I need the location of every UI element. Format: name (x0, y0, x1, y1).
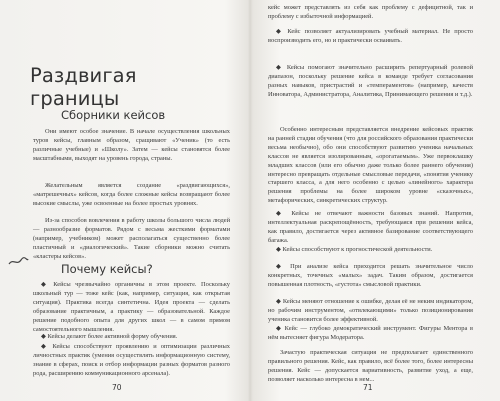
right-paragraph-8: ◆ Кейсы меняют отношение к ошибке, делая её не неким индикатором, но рабочим инструментом, «отвлекающими» только позиционирования ученика становится более эффективной. (268, 298, 473, 323)
right-paragraph-3: ◆ Кейсы помогают значительно расширить репертуарный ролевой диапазон, поскольку решение кейса в команде требует согласования разных навыков, пристрастий и «темпераментов» (например, качеств Инноватора, Администратора, Аналитика, Принимающего решения и т.д.). (268, 64, 473, 98)
chapter-title: Раздвигая границы (30, 64, 137, 110)
right-paragraph-10: Зачастую практическая ситуация не предполагает единственного правильного решения. Кейс, как правило, всё более того, более интересны решения. Кейс — допускается вариативность, развитие уход, а еще, позволяет насколько интересна в нем... (268, 349, 473, 383)
right-paragraph-4: Особенно интересным представляется внедрение кейсовых практик на ранней стадии обучения (что для российского образования практически весьма необычно), обо они способствуют развитию ученика начальных классов не является изолированным, «орогатаемым». Уже первоклашку младших классов (или его обычно даже только более раннего обучения) интересно превращать отдельные смысловые передачи, «понятия ученику старшего класса, а для него особенно с целью «линейного» характера решения проблемы на более широком уровне «сказочных», метафорических, синкретических структур. (268, 126, 473, 205)
left-paragraph-2: Желательным является создание «раздвигающихся», «матрешечных» кейсов, когда более сложные кейсы возвращают более высокие смыслы, уже освоенные на более простых уровнях. (33, 182, 230, 207)
left-paragraph-3: Из-за способов вовлечения в работу школы большого числа людей — разнообразие форматов. Рядом с весьма жесткими форматами (например, учебником) может располагаться существенно более пластичный и «диалогический». Такие сборники можно считать «кластеры кейсов». (33, 217, 230, 260)
right-paragraph-1: кейс может представлять из себя как проблему с дефицитной, так и проблему с избыточной информацией. (268, 4, 473, 20)
section-title-collections: Сборники кейсов (61, 108, 166, 122)
right-paragraph-5: ◆ Кейсы не отвечают важности базовых знаний. Напротив, интеллектуальная раскрепощённость, требующаяся при решении кейса, как правило, достигается через активное базирование соответствующего багажа. (268, 210, 473, 244)
left-paragraph-4: ◆ Кейсы чрезвычайно органичны в этом проекте. Поскольку школьный тур — тоже кейс (как, например, ситуация, как открытая ситуация). Практика всегда синтетична. Идея проекта — сделать образование практичным, а практику — образовательной. Каждое решение подобного опыта для других школ — в самом прямом самостоятельного мышления. (33, 281, 230, 333)
section-title-why-cases: Почему кейсы? (61, 262, 153, 276)
page-number-left: 70 (112, 383, 122, 392)
right-paragraph-9: ◆ Кейс — глубоко демократический инструмент. Фигуры Ментора в нём вытесняет фигура Модератора. (268, 325, 473, 341)
right-paragraph-2: ◆ Кейс позволяет актуализировать учебный материал. Не просто воспроизводить его, но и практически осваивать. (268, 28, 473, 44)
page-number-right: 71 (363, 383, 373, 392)
right-page (250, 0, 500, 401)
right-paragraph-6: ◆ Кейсы способствуют к прогностической деятельности. (276, 246, 433, 253)
left-paragraph-5: ◆ Кейсы делают более активной форму обучения. (41, 333, 178, 340)
right-paragraph-7: ◆ При анализе кейса приходится решать значительное число конкретных, точечных «малых» задач. Таким образом, достигается повышенная плотность, «густота» смысловой практики. (268, 263, 473, 288)
handwritten-margin-mark (7, 256, 29, 268)
left-paragraph-1: Они имеют особое значение. В начале осуществления школьных туров кейсы, главным образом, сращивают «Ученик» (то есть различные учебные) и «Школу». Затем — кейсы становятся более масштабными, выходят на уровень города, страны. (33, 128, 230, 162)
left-paragraph-6: ◆ Кейсы способствуют проявлению и оптимизации различных личностных практик (умения осуществлять информационную систему, знание в сферах, поиск и отбор информации разных форматов разного рода, расширению коммуникационного арсенала). (33, 343, 230, 377)
